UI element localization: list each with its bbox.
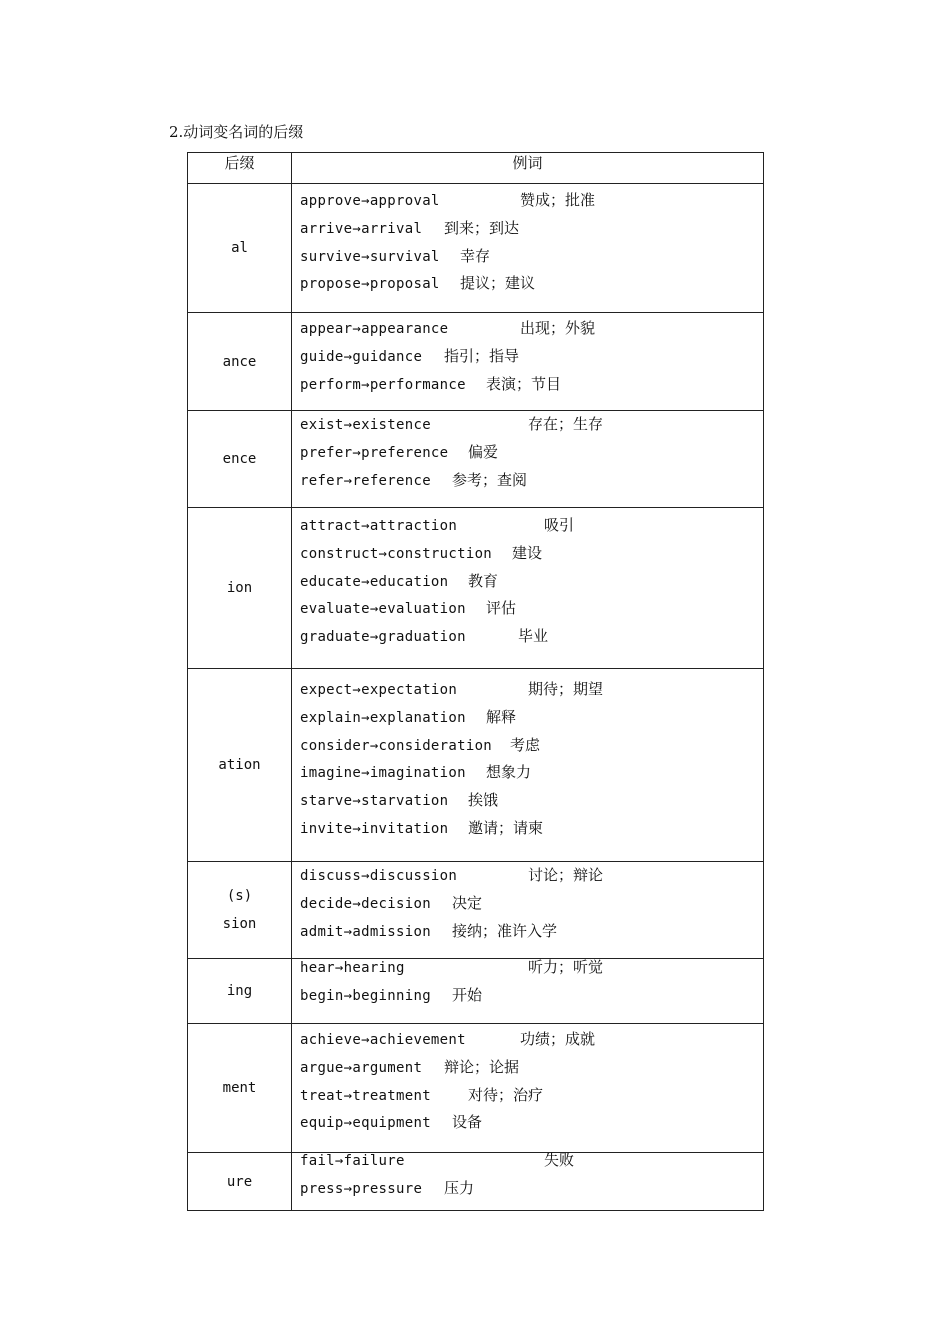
suffix-cell bbox=[188, 1153, 292, 1211]
example-chinese: 解释 bbox=[486, 707, 517, 726]
example-english: starve→starvation bbox=[300, 793, 449, 810]
suffix-label: ment bbox=[222, 1080, 257, 1096]
example-chinese: 吸引 bbox=[544, 516, 575, 534]
header-examples: 例词 bbox=[292, 153, 764, 184]
example-item bbox=[300, 187, 763, 215]
example-chinese: 设备 bbox=[452, 1113, 483, 1132]
example-english: equip→equipment bbox=[300, 1115, 431, 1132]
suffix-label: ance bbox=[222, 353, 257, 370]
examples-cell bbox=[292, 508, 764, 669]
suffix-cell bbox=[188, 959, 292, 1024]
example-chinese: 失败 bbox=[544, 1151, 575, 1169]
example-item bbox=[300, 1082, 763, 1110]
example-english: fail→failure bbox=[300, 1153, 405, 1169]
example-item bbox=[300, 704, 763, 732]
example-item bbox=[300, 1175, 763, 1203]
suffix-cell bbox=[188, 313, 292, 411]
example-item bbox=[300, 512, 763, 540]
example-english: decide→decision bbox=[300, 895, 431, 912]
table-body bbox=[188, 184, 764, 1211]
suffix-label: ure bbox=[226, 1173, 253, 1190]
example-english: begin→beginning bbox=[300, 987, 431, 1004]
example-english: press→pressure bbox=[300, 1180, 423, 1197]
examples-cell bbox=[292, 669, 764, 862]
example-item bbox=[300, 595, 763, 623]
example-item bbox=[300, 568, 763, 596]
example-chinese: 决定 bbox=[452, 893, 483, 912]
example-chinese: 想象力 bbox=[486, 763, 532, 782]
example-item bbox=[300, 982, 763, 1010]
example-item bbox=[300, 467, 763, 495]
table-row bbox=[188, 862, 764, 959]
suffix-cell bbox=[188, 862, 292, 959]
example-item bbox=[300, 371, 763, 399]
example-english: achieve→achievement bbox=[300, 1032, 466, 1048]
suffix-label: al bbox=[231, 240, 248, 256]
example-english: evaluate→evaluation bbox=[300, 601, 466, 618]
examples-cell bbox=[292, 411, 764, 508]
example-english: attract→attraction bbox=[300, 518, 458, 534]
example-english: graduate→graduation bbox=[300, 629, 466, 646]
example-english: prefer→preference bbox=[300, 444, 449, 461]
table-row bbox=[188, 184, 764, 313]
example-chinese: 表演；节目 bbox=[486, 374, 562, 393]
suffix-label: sion bbox=[222, 916, 257, 932]
example-item bbox=[300, 862, 763, 890]
suffix-table bbox=[187, 152, 764, 1211]
example-chinese: 评估 bbox=[486, 599, 517, 618]
table-row bbox=[188, 669, 764, 862]
example-item bbox=[300, 787, 763, 815]
example-item bbox=[300, 815, 763, 843]
example-chinese: 期待；期望 bbox=[528, 680, 604, 698]
example-chinese: 赞成；批准 bbox=[520, 191, 596, 209]
example-english: approve→approval bbox=[300, 193, 440, 209]
example-item bbox=[300, 1147, 763, 1175]
examples-cell bbox=[292, 1153, 764, 1211]
example-english: invite→invitation bbox=[300, 820, 449, 837]
table-header-row bbox=[188, 153, 764, 184]
example-chinese: 讨论；辩论 bbox=[528, 866, 604, 884]
example-item bbox=[300, 623, 763, 651]
table-row bbox=[188, 1024, 764, 1153]
example-item bbox=[300, 1054, 763, 1082]
example-english: imagine→imagination bbox=[300, 765, 466, 782]
suffix-cell bbox=[188, 411, 292, 508]
section-heading: 2.动词变名词的后缀 bbox=[169, 123, 304, 141]
example-chinese: 存在；生存 bbox=[528, 415, 604, 433]
suffix-cell bbox=[188, 669, 292, 862]
example-chinese: 幸存 bbox=[460, 246, 491, 265]
example-chinese: 挨饿 bbox=[468, 791, 499, 810]
example-item bbox=[300, 411, 763, 439]
table-row bbox=[188, 1153, 764, 1211]
example-item bbox=[300, 890, 763, 918]
example-item bbox=[300, 270, 763, 298]
examples-cell bbox=[292, 313, 764, 411]
example-chinese: 到来；到达 bbox=[444, 218, 520, 237]
example-english: arrive→arrival bbox=[300, 220, 423, 237]
example-item bbox=[300, 215, 763, 243]
example-english: guide→guidance bbox=[300, 348, 423, 365]
example-item bbox=[300, 1026, 763, 1054]
example-chinese: 指引；指导 bbox=[444, 346, 520, 365]
example-english: hear→hearing bbox=[300, 960, 405, 976]
table-row bbox=[188, 508, 764, 669]
example-item bbox=[300, 540, 763, 568]
example-chinese: 开始 bbox=[452, 985, 483, 1004]
suffix-label: ing bbox=[226, 983, 253, 999]
suffix-cell bbox=[188, 508, 292, 669]
examples-cell bbox=[292, 1024, 764, 1153]
examples-cell bbox=[292, 862, 764, 959]
suffix-label: ence bbox=[222, 451, 257, 467]
example-english: appear→appearance bbox=[300, 321, 449, 337]
example-item bbox=[300, 732, 763, 760]
example-english: treat→treatment bbox=[300, 1087, 431, 1104]
example-english: educate→education bbox=[300, 573, 449, 590]
example-english: perform→performance bbox=[300, 376, 466, 393]
example-english: admit→admission bbox=[300, 923, 431, 940]
example-item bbox=[300, 759, 763, 787]
example-english: exist→existence bbox=[300, 417, 431, 433]
example-item bbox=[300, 1109, 763, 1137]
example-chinese: 出现；外貌 bbox=[520, 319, 596, 337]
example-chinese: 毕业 bbox=[518, 627, 549, 646]
example-chinese: 听力；听觉 bbox=[528, 958, 604, 976]
table-row bbox=[188, 411, 764, 508]
table-row bbox=[188, 959, 764, 1024]
example-item bbox=[300, 243, 763, 271]
example-english: survive→survival bbox=[300, 248, 440, 265]
example-chinese: 建设 bbox=[512, 543, 543, 562]
example-chinese: 功绩；成就 bbox=[520, 1030, 596, 1048]
example-item bbox=[300, 676, 763, 704]
example-english: argue→argument bbox=[300, 1059, 423, 1076]
example-item bbox=[300, 954, 763, 982]
example-english: construct→construction bbox=[300, 545, 493, 562]
example-chinese: 参考；查阅 bbox=[452, 470, 528, 489]
example-chinese: 压力 bbox=[444, 1178, 475, 1197]
suffix-label: ation bbox=[218, 757, 261, 773]
examples-cell bbox=[292, 959, 764, 1024]
example-english: refer→reference bbox=[300, 472, 431, 489]
suffix-cell bbox=[188, 184, 292, 313]
example-item bbox=[300, 918, 763, 946]
examples-cell bbox=[292, 184, 764, 313]
example-english: discuss→discussion bbox=[300, 868, 458, 884]
suffix-label: (s) bbox=[226, 888, 253, 904]
example-chinese: 接纳；准许入学 bbox=[452, 921, 558, 940]
example-chinese: 偏爱 bbox=[468, 442, 499, 461]
table-row bbox=[188, 313, 764, 411]
example-english: explain→explanation bbox=[300, 709, 466, 726]
example-chinese: 邀请；请柬 bbox=[468, 818, 544, 837]
suffix-cell bbox=[188, 1024, 292, 1153]
example-item bbox=[300, 439, 763, 467]
example-english: expect→expectation bbox=[300, 682, 458, 698]
example-chinese: 对待；治疗 bbox=[468, 1085, 544, 1104]
example-chinese: 提议；建议 bbox=[460, 274, 536, 293]
example-chinese: 教育 bbox=[468, 571, 499, 590]
example-item bbox=[300, 343, 763, 371]
example-chinese: 考虑 bbox=[510, 735, 541, 754]
example-chinese: 辩论；论据 bbox=[444, 1057, 520, 1076]
suffix-label: ion bbox=[226, 580, 253, 596]
header-suffix: 后缀 bbox=[188, 153, 292, 184]
example-item bbox=[300, 315, 763, 343]
example-english: consider→consideration bbox=[300, 737, 493, 754]
example-english: propose→proposal bbox=[300, 276, 440, 293]
